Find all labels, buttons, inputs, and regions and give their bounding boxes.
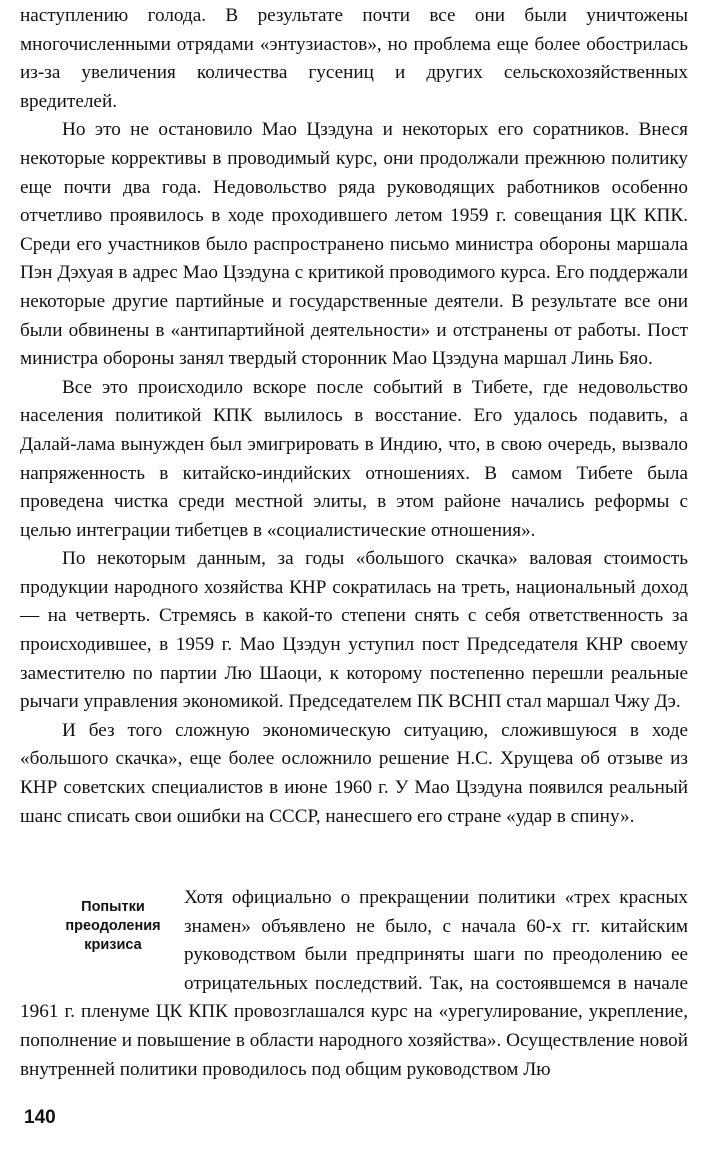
page-number: 140 <box>24 1107 56 1128</box>
side-paragraph-text: Хотя официально о прекращении политики «трех красных знамен» объявлено не было, с начала 60-х гг. китайским руководством были предприняты шаги по преодолению ее отрицательных последствий. Так, на состоявшемся в начале 1961 г. пленуме ЦК КПК провозглашался курс на «урегулирование, укрепление, пополнение и повышение в области народного хозяйства». Осуществление новой внутренней политики проводилось под общим руководством Лю <box>20 887 688 1080</box>
paragraph: Все это происходило вскоре после событий в Тибете, где недовольство населения политикой КПК вылилось в восстание. Его удалось подавить, а Далай-лама вынужден был эмигрировать в Индию, что, в свою очередь, вызвало напряженность в китайско-индийских отношениях. В самом Тибете была проведена чистка среди местной элиты, в этом районе начались реформы с целью интеграции тибетцев в «социалистические отношения». <box>20 376 688 541</box>
side-heading: Попытки преодоления кризиса <box>65 899 161 953</box>
paragraph: По некоторым данным, за годы «большого скачка» валовая стоимость продукции народного хозяйства КНР сократилась на треть, национальный доход — на четверть. Стремясь в какой-то степени снять с себя ответственность за происходившее, в 1959 г. Мао Цзэдун уступил пост Председателя КНР своему заместителю по партии Лю Шаоци, к которому постепенно перешли реальные рычаги управления экономикой. Председателем ПК ВСНП стал маршал Чжу Дэ. <box>20 548 688 713</box>
main-text <box>20 2 688 831</box>
paragraph: И без того сложную экономическую ситуацию, сложившуюся в ходе «большого скачка», еще более осложнило решение Н.С. Хрущева об отзыве из КНР советских специалистов в июне 1960 г. У Мао Цзэдуна появился реальный шанс списать свои ошибки на СССР, нанесшего его стране «удар в спину». <box>20 719 688 827</box>
paragraph: Но это не остановило Мао Цзэдуна и некоторых его соратников. Внеся некоторые коррективы в проводимый курс, они продолжали прежнюю политику еще почти два года. Недовольство ряда руководящих работников особенно отчетливо проявилось в ходе проходившего летом 1959 г. совещания ЦК КПК. Среди его участников было распространено письмо министра обороны маршала Пэн Дэхуая в адрес Мао Цзэдуна с критикой проводимого курса. Его поддержали некоторые другие партийные и государственные деятели. В результате все они были обвинены в «антипартийной деятельности» и отстранены от работы. Пост министра обороны занял твердый сторонник Мао Цзэдуна маршал Линь Бяо. <box>20 119 688 370</box>
crisis-section <box>20 884 688 1084</box>
paragraph: наступлению голода. В результате почти все они были уничтожены многочисленными отрядами «энтузиастов», но проблема еще более обострилась из-за увеличения количества гусениц и других сельскохозяйственных вредителей. <box>20 5 688 112</box>
